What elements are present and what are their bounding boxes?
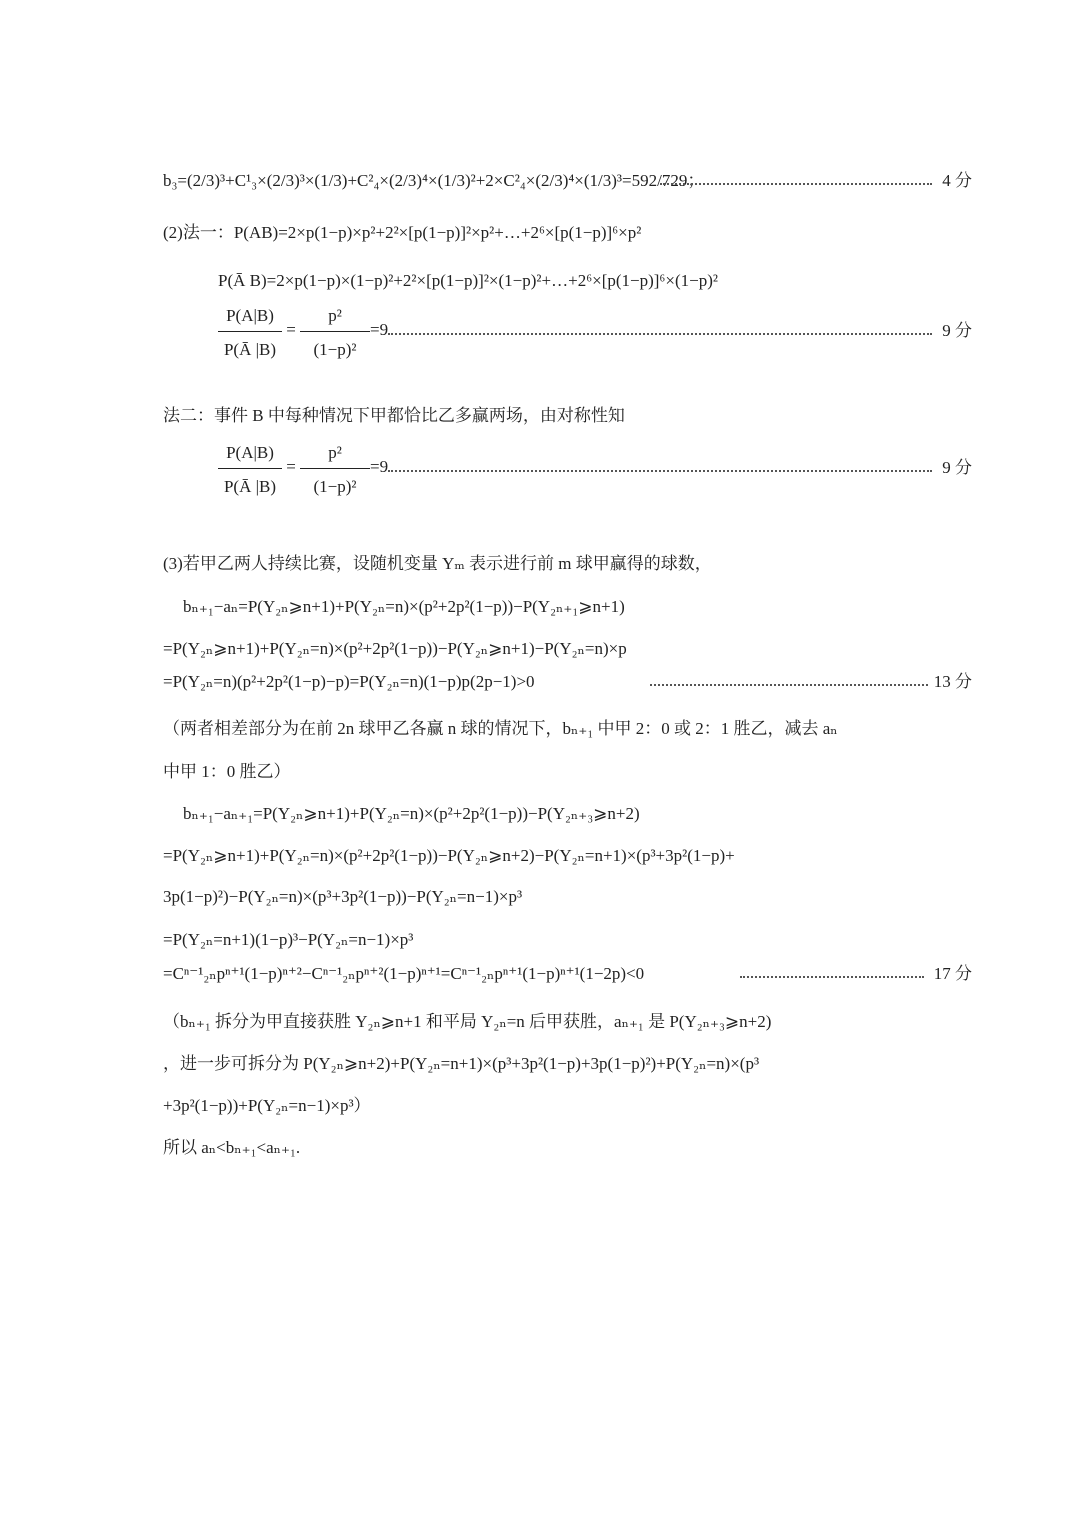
part3-line1: bₙ₊₁−aₙ=P(Y₂ₙ⩾n+1)+P(Y₂ₙ=n)×(p²+2p²(1−p))−P(Y₂ₙ₊₁⩾n+1) xyxy=(183,597,625,616)
fraction-numerator: P(A|B) xyxy=(226,306,274,325)
dot-leader xyxy=(388,469,932,472)
part3-line5: =P(Y₂ₙ⩾n+1)+P(Y₂ₙ=n)×(p²+2p²(1−p))−P(Y₂ₙ⩾n+2)−P(Y₂ₙ=n+1)×(p³+3p²(1−p)+ xyxy=(163,846,735,865)
fraction-denominator: (1−p)² xyxy=(313,340,357,359)
score-4: 4 分 xyxy=(942,171,972,190)
part3-line4: bₙ₊₁−aₙ₊₁=P(Y₂ₙ⩾n+1)+P(Y₂ₙ=n)×(p²+2p²(1−p))−P(Y₂ₙ₊₃⩾n+2) xyxy=(183,804,640,823)
score-17: 17 分 xyxy=(933,964,972,983)
ratio-fraction-2 xyxy=(218,443,398,505)
b3-formula: b₃=(2/3)³+C¹₃×(2/3)³×(1/3)+C²₄×(2/3)⁴×(1/3)²+2×C²₄×(2/3)⁴×(1/3)³=592/729； xyxy=(163,171,705,190)
method2-text: 法二：事件 B 中每种情况下甲都恰比乙多赢两场，由对称性知 xyxy=(163,406,625,425)
part3-line6: 3p(1−p)²)−P(Y₂ₙ=n)×(p³+3p²(1−p))−P(Y₂ₙ=n−1)×p³ xyxy=(163,887,523,906)
score-13: 13 分 xyxy=(933,672,972,691)
score-9b: 9 分 xyxy=(942,458,972,477)
fraction-denominator: P(Ā |B) xyxy=(223,477,277,496)
dot-leader xyxy=(650,683,928,686)
part3-line8: =Cⁿ⁻¹₂ₙpⁿ⁺¹(1−p)ⁿ⁺²−Cⁿ⁻¹₂ₙpⁿ⁺²(1−p)ⁿ⁺¹=Cⁿ⁻¹₂ₙpⁿ⁺¹(1−p)ⁿ⁺¹(1−2p)<0 xyxy=(163,964,645,983)
fraction-numerator: p² xyxy=(328,443,342,462)
fraction-numerator: P(A|B) xyxy=(226,443,274,462)
part3-note1-line1: （两者相差部分为在前 2n 球甲乙各赢 n 球的情况下，bₙ₊₁ 中甲 2：0 或 2：1 胜乙，减去 aₙ xyxy=(163,719,838,738)
part3-line7: =P(Y₂ₙ=n+1)(1−p)³−P(Y₂ₙ=n−1)×p³ xyxy=(163,930,414,949)
fraction-bar xyxy=(300,468,370,469)
part3-note2-line2: ，进一步可拆分为 P(Y₂ₙ⩾n+2)+P(Y₂ₙ=n+1)×(p³+3p²(1−p)+3p(1−p)²)+P(Y₂ₙ=n)×(p³ xyxy=(163,1054,760,1073)
part3-note2-line3: +3p²(1−p))+P(Y₂ₙ=n−1)×p³） xyxy=(163,1096,371,1115)
result-value: =9 xyxy=(370,320,389,339)
part3-intro: (3)若甲乙两人持续比赛，设随机变量 Yₘ 表示进行前 m 球甲赢得的球数， xyxy=(163,554,712,573)
dot-leader xyxy=(660,182,932,185)
fraction-denominator: P(Ā |B) xyxy=(223,340,277,359)
part3-line3: =P(Y₂ₙ=n)(p²+2p²(1−p)−p)=P(Y₂ₙ=n)(1−p)p(2p−1)>0 xyxy=(163,672,535,691)
equals-sign: = xyxy=(286,457,296,476)
fraction-bar xyxy=(300,331,370,332)
dot-leader xyxy=(388,332,932,335)
dot-leader xyxy=(740,975,924,978)
part3-note2-line1: （bₙ₊₁ 拆分为甲直接获胜 Y₂ₙ⩾n+1 和平局 Y₂ₙ=n 后甲获胜，aₙ₊₁ 是 P(Y₂ₙ₊₃⩾n+2) xyxy=(163,1012,772,1031)
part3-line2: =P(Y₂ₙ⩾n+1)+P(Y₂ₙ=n)×(p²+2p²(1−p))−P(Y₂ₙ⩾n+1)−P(Y₂ₙ=n)×p xyxy=(163,639,627,658)
fraction-bar xyxy=(218,468,282,469)
fraction-numerator: p² xyxy=(328,306,342,325)
score-9a: 9 分 xyxy=(942,321,972,340)
result-value: =9 xyxy=(370,457,389,476)
equals-sign: = xyxy=(286,320,296,339)
method1-pabar: P(Ā B)=2×p(1−p)×(1−p)²+2²×[p(1−p)]²×(1−p)²+…+2⁶×[p(1−p)]⁶×(1−p)² xyxy=(218,271,718,290)
part3-note1-line2: 中甲 1：0 胜乙） xyxy=(163,762,291,781)
fraction-bar xyxy=(218,331,282,332)
fraction-denominator: (1−p)² xyxy=(313,477,357,496)
method1-pab: (2)法一：P(AB)=2×p(1−p)×p²+2²×[p(1−p)]²×p²+…+2⁶×[p(1−p)]⁶×p² xyxy=(163,223,642,242)
part3-conclusion: 所以 aₙ<bₙ₊₁<aₙ₊₁. xyxy=(163,1138,301,1157)
ratio-fraction-1 xyxy=(218,306,398,368)
